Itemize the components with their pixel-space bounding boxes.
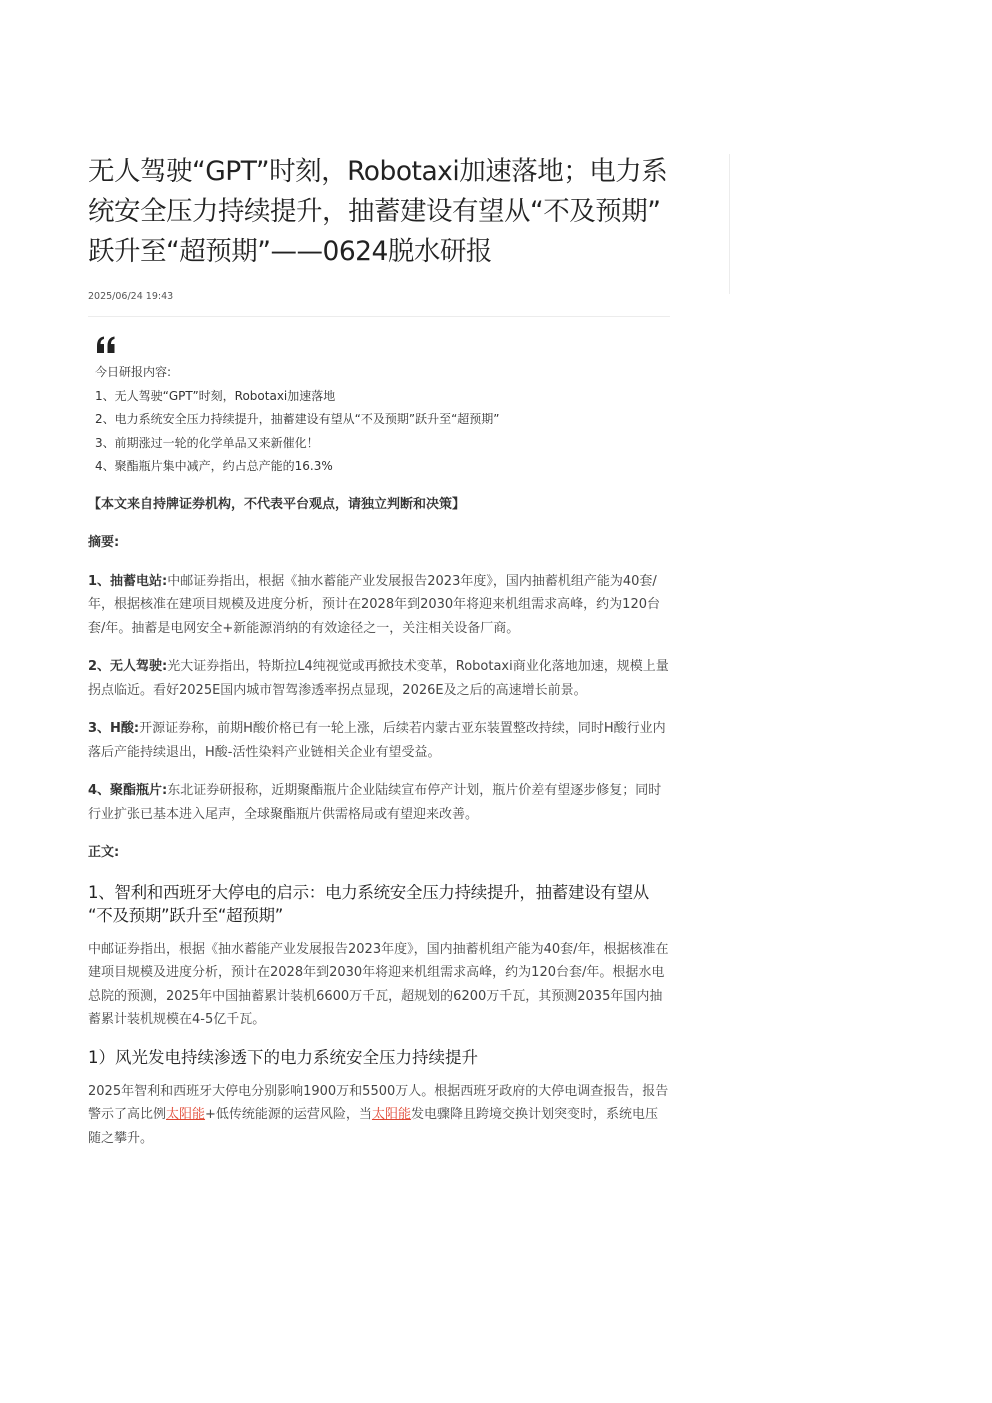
abstract-item-label: 2、无人驾驶: bbox=[88, 659, 168, 674]
article bbox=[88, 152, 670, 1150]
title-line: 统安全压力持续提升，抽蓄建设有望从“不及预期” bbox=[88, 196, 661, 227]
subsection-paragraph bbox=[88, 1080, 670, 1151]
abstract-item bbox=[88, 655, 670, 702]
paragraph-text: 2025年智利和西班牙大停电分别影响1900万和5500万人。根据西班牙政府的大停电调查报告，报告警示了高比例 bbox=[88, 1083, 669, 1122]
summary-item: 3、前期涨过一轮的化学单品又来新催化！ bbox=[95, 435, 319, 450]
abstract-item-text: 东北证券研报称，近期聚酯瓶片企业陆续宣布停产计划，瓶片价差有望逐步修复；同时行业扩张已基本进入尾声，全球聚酯瓶片供需格局或有望迎来改善。 bbox=[88, 783, 662, 822]
section-heading bbox=[88, 881, 670, 927]
section-heading-line: “不及预期”跃升至“超预期” bbox=[88, 905, 283, 925]
publish-date: 2025/06/24 19:43 bbox=[88, 291, 174, 302]
sidebar-divider bbox=[729, 154, 730, 294]
subsection-heading: 1）风光发电持续渗透下的电力系统安全压力持续提升 bbox=[88, 1047, 478, 1067]
summary-item: 2、电力系统安全压力持续提升，抽蓄建设有望从“不及预期”跃升至“超预期” bbox=[95, 412, 500, 426]
title-line: 无人驾驶“GPT”时刻，Robotaxi加速落地；电力系 bbox=[88, 156, 668, 187]
solar-keyword-link[interactable]: 太阳能 bbox=[371, 1107, 411, 1122]
abstract-label bbox=[88, 531, 670, 555]
paragraph-text: +低传统能源的运营风险，当 bbox=[205, 1107, 372, 1122]
article-title bbox=[88, 152, 670, 272]
abstract-item-text: 开源证券称，前期H酸价格已有一轮上涨，后续若内蒙古亚东装置整改持续，同时H酸行业内落后产能持续退出，H酸-活性染料产业链相关企业有望受益。 bbox=[88, 721, 666, 760]
abstract-item bbox=[88, 779, 670, 826]
summary-heading: 今日研报内容: bbox=[95, 365, 172, 379]
abstract-item-text: 中邮证券指出，根据《抽水蓄能产业发展报告2023年度》，国内抽蓄机组产能为40套/年，根据核准在建项目规模及进度分析，预计在2028年到2030年将迎来机组需求高峰，约为120台套/年。抽蓄是电网安全+新能源消纳的有效途径之一，关注相关设备厂商。 bbox=[88, 573, 660, 636]
abstract-label-text: 摘要: bbox=[88, 535, 120, 550]
solar-keyword-link[interactable]: 太阳能 bbox=[166, 1107, 206, 1122]
section-paragraph: 中邮证券指出，根据《抽水蓄能产业发展报告2023年度》，国内抽蓄机组产能为40套/年，根据核准在建项目规模及进度分析，预计在2028年到2030年将迎来机组需求高峰，约为120台套/年。根据水电总院的预测，2025年中国抽蓄累计装机6600万千瓦，超规划的6200万千瓦，其预测2035年国内抽蓄累计装机规模在4-5亿千瓦。 bbox=[88, 941, 669, 1027]
abstract-item-label: 4、聚酯瓶片: bbox=[88, 783, 168, 798]
summary-item: 1、无人驾驶“GPT”时刻，Robotaxi加速落地 bbox=[95, 388, 336, 403]
abstract-item bbox=[88, 717, 670, 764]
summary-box bbox=[88, 335, 670, 479]
header-divider bbox=[88, 316, 670, 317]
abstract-item bbox=[88, 570, 670, 641]
section-heading-line: 1、智利和西班牙大停电的启示：电力系统安全压力持续提升，抽蓄建设有望从 bbox=[88, 882, 649, 902]
disclaimer-text: 【本文来自持牌证券机构，不代表平台观点，请独立判断和决策】 bbox=[88, 496, 466, 512]
body-label-text: 正文: bbox=[88, 845, 120, 860]
summary-item: 4、聚酯瓶片集中减产，约占总产能的16.3% bbox=[95, 459, 333, 473]
quote-icon bbox=[95, 335, 117, 355]
abstract-item-label: 3、H酸: bbox=[88, 721, 140, 736]
abstract-item-text: 光大证券指出，特斯拉L4纯视觉或再掀技术变革，Robotaxi商业化落地加速，规模上量拐点临近。看好2025E国内城市智驾渗透率拐点显现，2026E及之后的高速增长前景。 bbox=[88, 659, 669, 698]
body-label bbox=[88, 841, 670, 865]
paragraph-text: 发电骤降且跨境交换计划突变时，系统电压随之攀升。 bbox=[88, 1107, 658, 1146]
title-line: 跃升至“超预期”——0624脱水研报 bbox=[88, 236, 492, 267]
disclaimer-notice bbox=[88, 493, 670, 517]
abstract-item-label: 1、抽蓄电站: bbox=[88, 573, 168, 589]
